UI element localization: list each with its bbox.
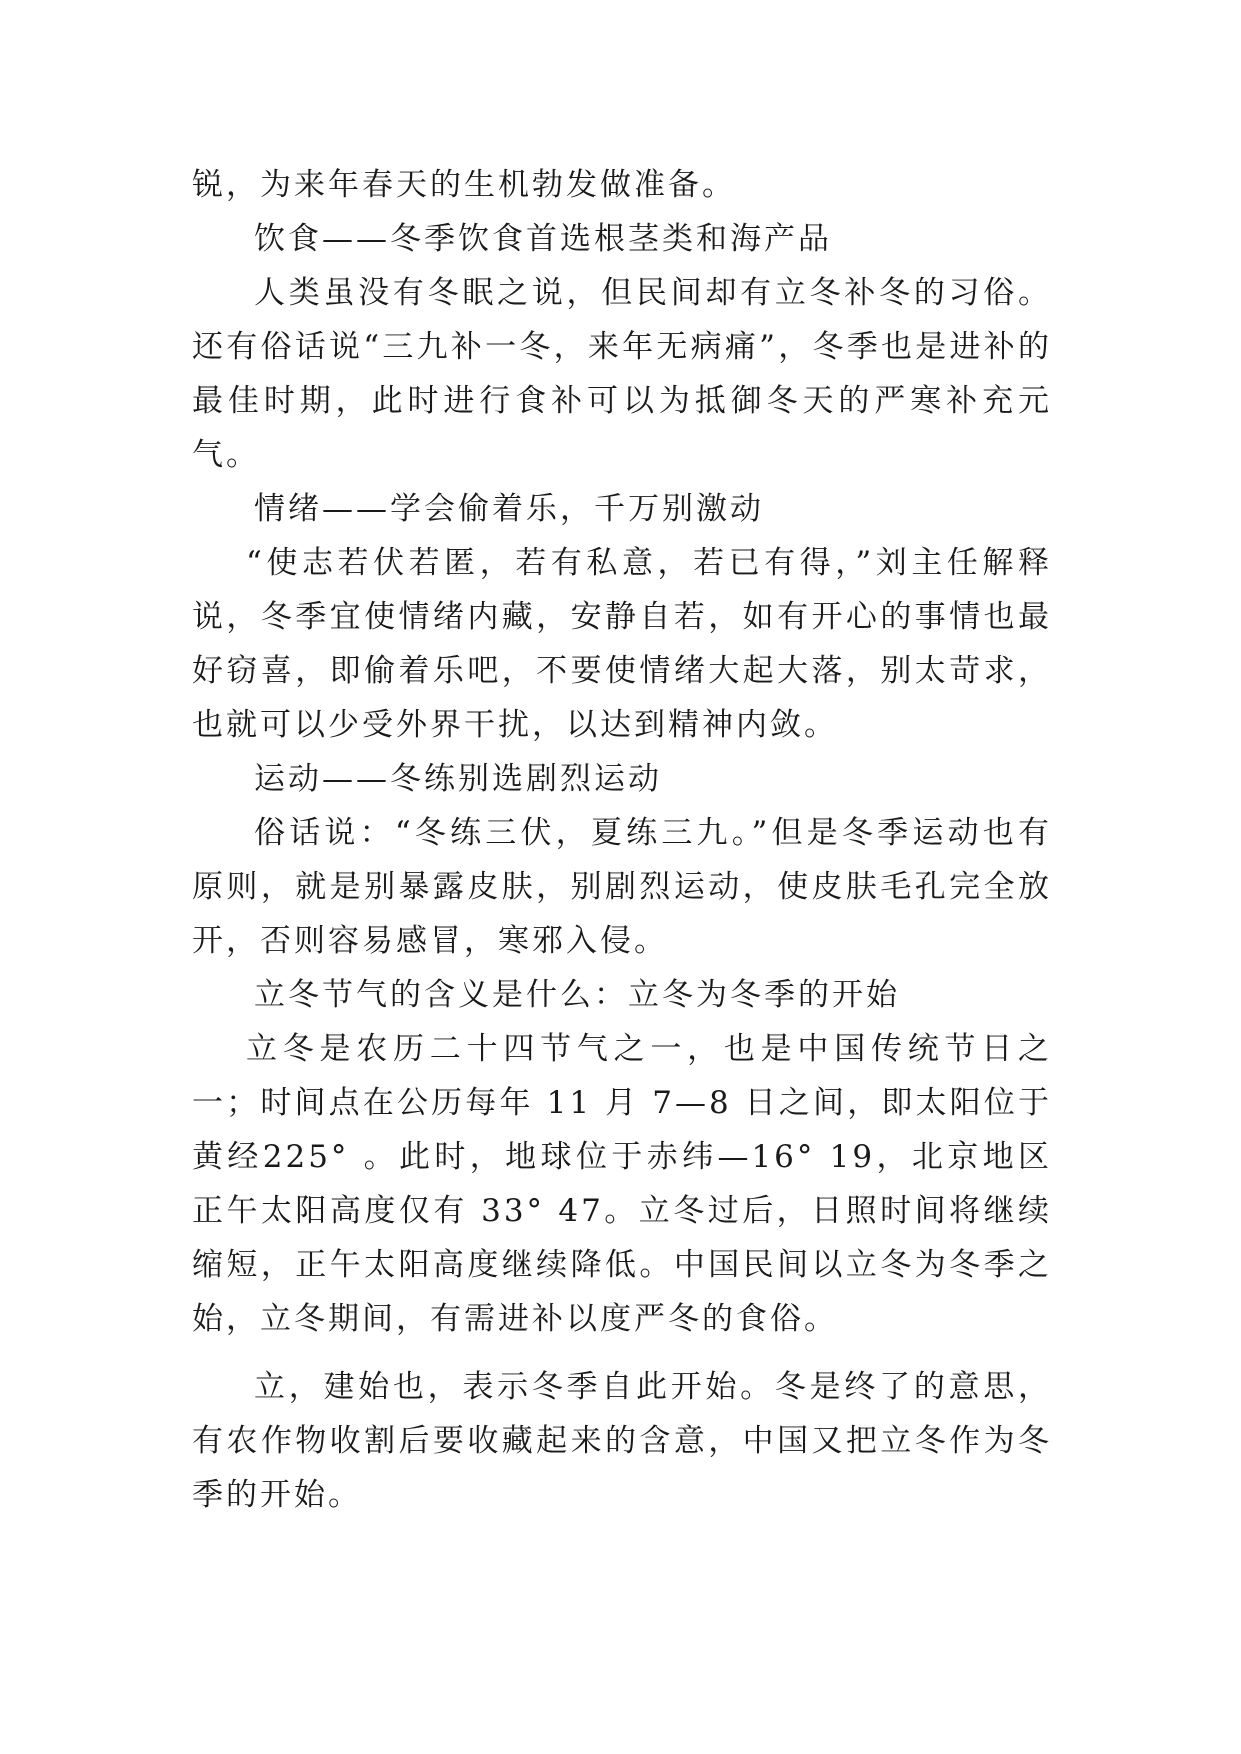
heading-diet: 饮食——冬季饮食首选根茎类和海产品	[254, 221, 832, 257]
paragraph-lidong-definition: 立冬是农历二十四节气之一，也是中国传统节日之一；时间点在公历每年 11 月 7—8 日之间，即太阳位于黄经225° 。此时，地球位于赤纬—16° 19，北京地区正午太阳高度仅有 33° 47。立冬过后，日照时间将继续缩短，正午太阳高度继续降低。中国民间以立冬为冬季之始，立冬期间，有需进补以度严冬的食俗。	[192, 1031, 1052, 1337]
document-body	[192, 158, 1052, 1522]
paragraph-emotion: “使志若伏若匿，若有私意，若已有得，”刘主任解释说，冬季宜使情绪内藏，安静自若，如有开心的事情也最好窃喜，即偷着乐吧，不要使情绪大起大落，别太苛求，也就可以少受外界干扰，以达到精神内敛。	[192, 545, 1052, 743]
paragraph-lidong-origin: 立，建始也，表示冬季自此开始。冬是终了的意思，有农作物收割后要收藏起来的含意，中国又把立冬作为冬季的开始。	[192, 1369, 1052, 1513]
heading-emotion: 情绪——学会偷着乐，千万别激动	[254, 491, 764, 527]
paragraph-continuation: 锐，为来年春天的生机勃发做准备。	[192, 167, 736, 203]
paragraph-exercise: 俗话说：“冬练三伏，夏练三九。”但是冬季运动也有原则，就是别暴露皮肤，别剧烈运动，使皮肤毛孔完全放开，否则容易感冒，寒邪入侵。	[192, 815, 1052, 959]
paragraph-diet: 人类虽没有冬眠之说，但民间却有立冬补冬的习俗。还有俗话说“三九补一冬，来年无病痛”，冬季也是进补的最佳时期，此时进行食补可以为抵御冬天的严寒补充元气。	[192, 275, 1052, 473]
heading-lidong-meaning: 立冬节气的含义是什么：立冬为冬季的开始	[254, 977, 900, 1013]
heading-exercise: 运动——冬练别选剧烈运动	[254, 761, 662, 797]
